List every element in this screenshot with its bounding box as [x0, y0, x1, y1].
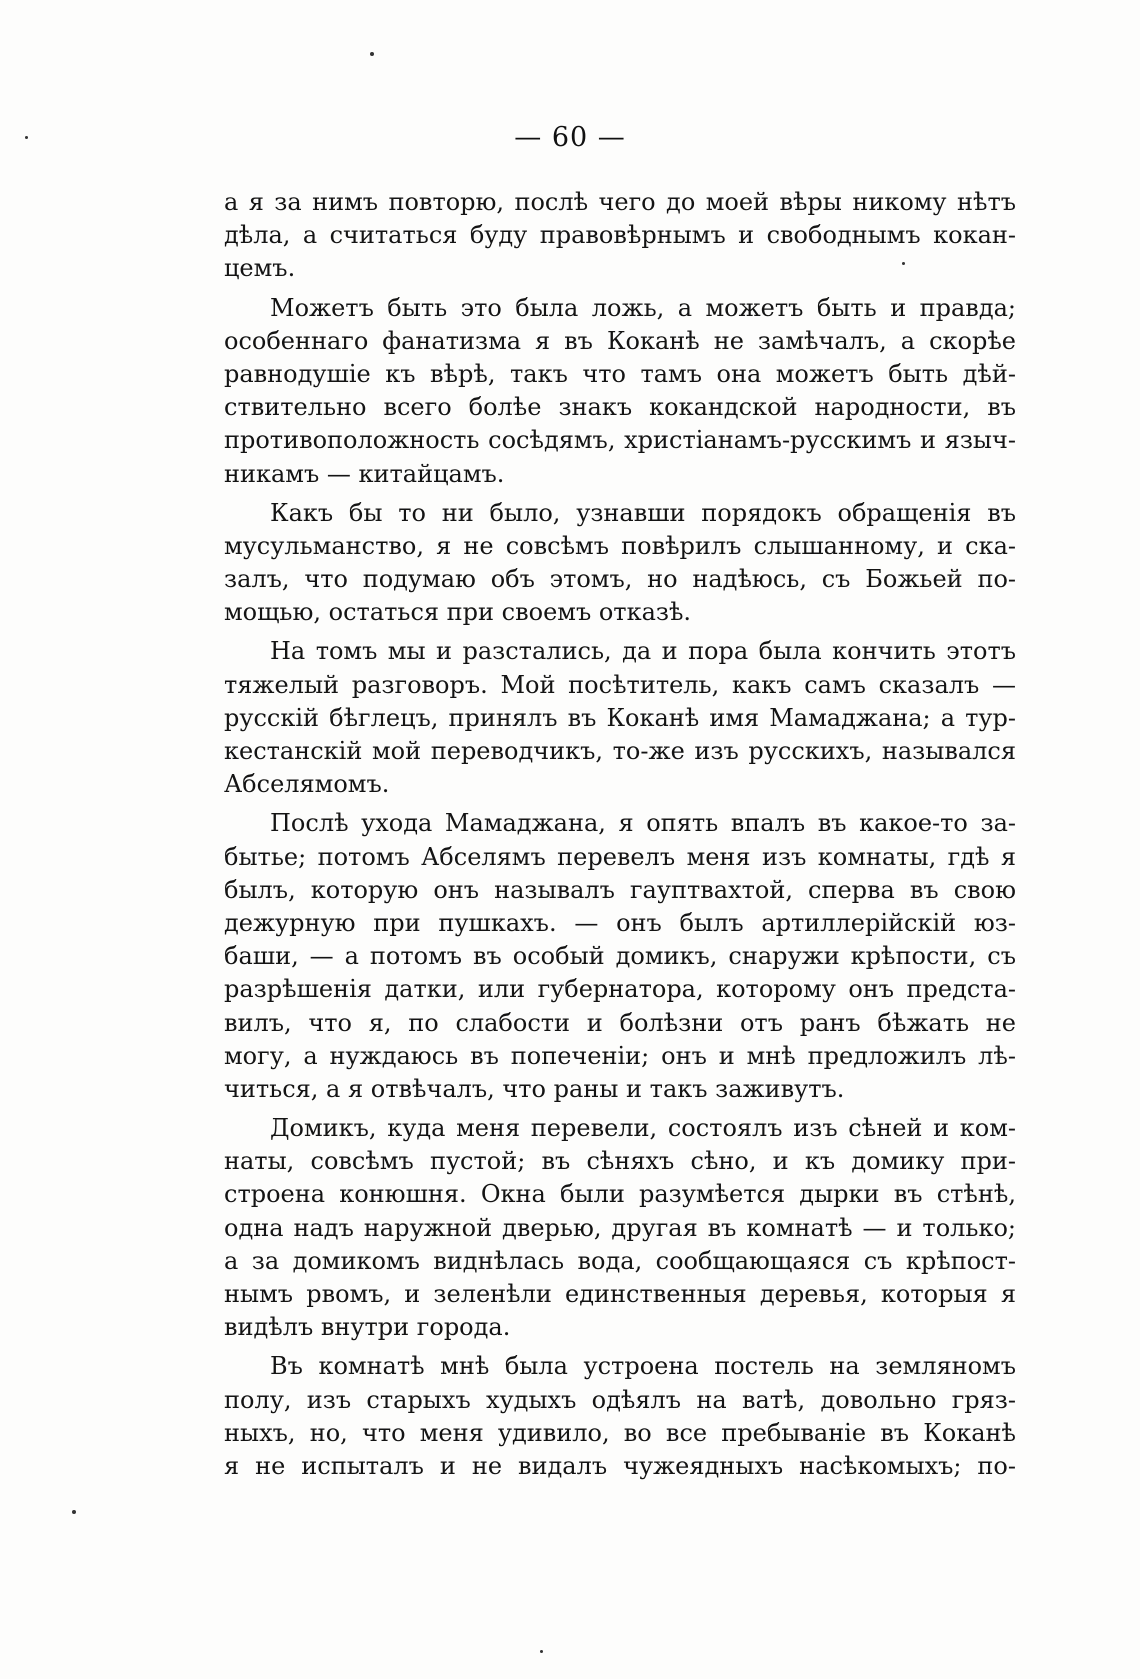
text-line: залъ, что подумаю объ этомъ, но надѣюсь, съ Божьей по- — [224, 565, 1016, 594]
text-line: полу, изъ старыхъ худыхъ одѣялъ на ватѣ, довольно гряз- — [224, 1385, 1016, 1414]
text-line: а я за нимъ повторю, послѣ чего до моей вѣры никому нѣтъ — [224, 188, 1016, 216]
text-line: вилъ, что я, по слабости и болѣзни отъ ранъ бѣжать не — [224, 1008, 1016, 1037]
paragraph-first-line: Послѣ ухода Мамаджана, я опять впалъ въ какое-то за- — [270, 809, 1016, 838]
text-line: могу, а нуждаюсь въ попеченіи; онъ и мнѣ предложилъ лѣ- — [224, 1041, 1016, 1070]
text-line: ствительно всего болѣе знакъ кокандской народности, въ — [224, 393, 1016, 422]
text-line: былъ, которую онъ называлъ гауптвахтой, сперва въ свою — [224, 875, 1016, 904]
text-line: равнодушіе къ вѣрѣ, такъ что тамъ она можетъ быть дѣй- — [224, 359, 1016, 388]
text-line: мощью, остаться при своемъ отказѣ. — [224, 598, 692, 627]
text-line: Абселямомъ. — [224, 770, 390, 799]
text-line: тяжелый разговоръ. Мой посѣтитель, какъ самъ сказалъ — — [224, 670, 1016, 699]
text-line: нымъ рвомъ, и зеленѣли единственныя деревья, которыя я — [224, 1280, 1016, 1308]
paragraph-first-line: Какъ бы то ни было, узнавши порядокъ обращенія въ — [270, 498, 1016, 527]
text-line: бытье; потомъ Абселямъ перевелъ меня изъ комнаты, гдѣ я — [224, 842, 1016, 871]
paragraph-first-line: Домикъ, куда меня перевели, состоялъ изъ сѣней и ком- — [270, 1114, 1016, 1143]
body-text — [224, 186, 1016, 1483]
text-line: русскій бѣглецъ, принялъ въ Коканѣ имя Мамаджана; а тур- — [224, 703, 1016, 732]
text-line: ныхъ, но, что меня удивило, во все пребываніе въ Коканѣ — [224, 1418, 1016, 1447]
text-line: никамъ — китайцамъ. — [224, 459, 505, 488]
paragraph-first-line: На томъ мы и разстались, да и пора была кончить этотъ — [270, 637, 1016, 666]
text-line: цемъ. — [224, 254, 296, 283]
text-line: разрѣшенія датки, или губернатора, которому онъ предста- — [224, 975, 1016, 1004]
text-line: противоположность сосѣдямъ, христіанамъ-русскимъ и языч- — [224, 426, 1016, 455]
text-line: а за домикомъ виднѣлась вода, сообщающаяся съ крѣпост- — [224, 1246, 1016, 1275]
text-line: наты, совсѣмъ пустой; въ сѣняхъ сѣно, и къ домику при- — [224, 1147, 1016, 1176]
scan-speck — [370, 52, 374, 56]
scan-speck — [25, 136, 28, 139]
scan-speck — [540, 1650, 543, 1653]
text-line: читься, а я отвѣчалъ, что раны и такъ заживутъ. — [224, 1074, 845, 1103]
text-line: особеннаго фанатизма я въ Коканѣ не замѣчалъ, а скорѣе — [224, 326, 1016, 355]
page-number: — 60 — — [514, 122, 626, 153]
scan-speck — [902, 262, 905, 265]
text-line: дежурную при пушкахъ. — онъ былъ артиллерійскій юз- — [224, 908, 1016, 937]
text-line: кестанскій мой переводчикъ, то-же изъ русскихъ, назывался — [224, 737, 1016, 765]
text-line: видѣлъ внутри города. — [224, 1313, 511, 1342]
text-line: строена конюшня. Окна были разумѣется дырки въ стѣнѣ, — [224, 1180, 1016, 1209]
paragraph-first-line: Въ комнатѣ мнѣ была устроена постель на земляномъ — [270, 1352, 1016, 1381]
text-line: дѣла, а считаться буду правовѣрнымъ и свободнымъ кокан- — [224, 221, 1016, 250]
scan-speck — [72, 1510, 76, 1514]
paragraph-first-line: Можетъ быть это была ложь, а можетъ быть и правда; — [270, 293, 1016, 322]
text-line: баши, — а потомъ въ особый домикъ, снаружи крѣпости, съ — [224, 942, 1016, 971]
text-line: одна надъ наружной дверью, другая въ комнатѣ — и только; — [224, 1213, 1016, 1242]
text-line: я не испыталъ и не видалъ чужеядныхъ насѣкомыхъ; по- — [224, 1451, 1016, 1480]
text-line: мусульманство, я не совсѣмъ повѣрилъ слышанному, и ска- — [224, 531, 1016, 560]
